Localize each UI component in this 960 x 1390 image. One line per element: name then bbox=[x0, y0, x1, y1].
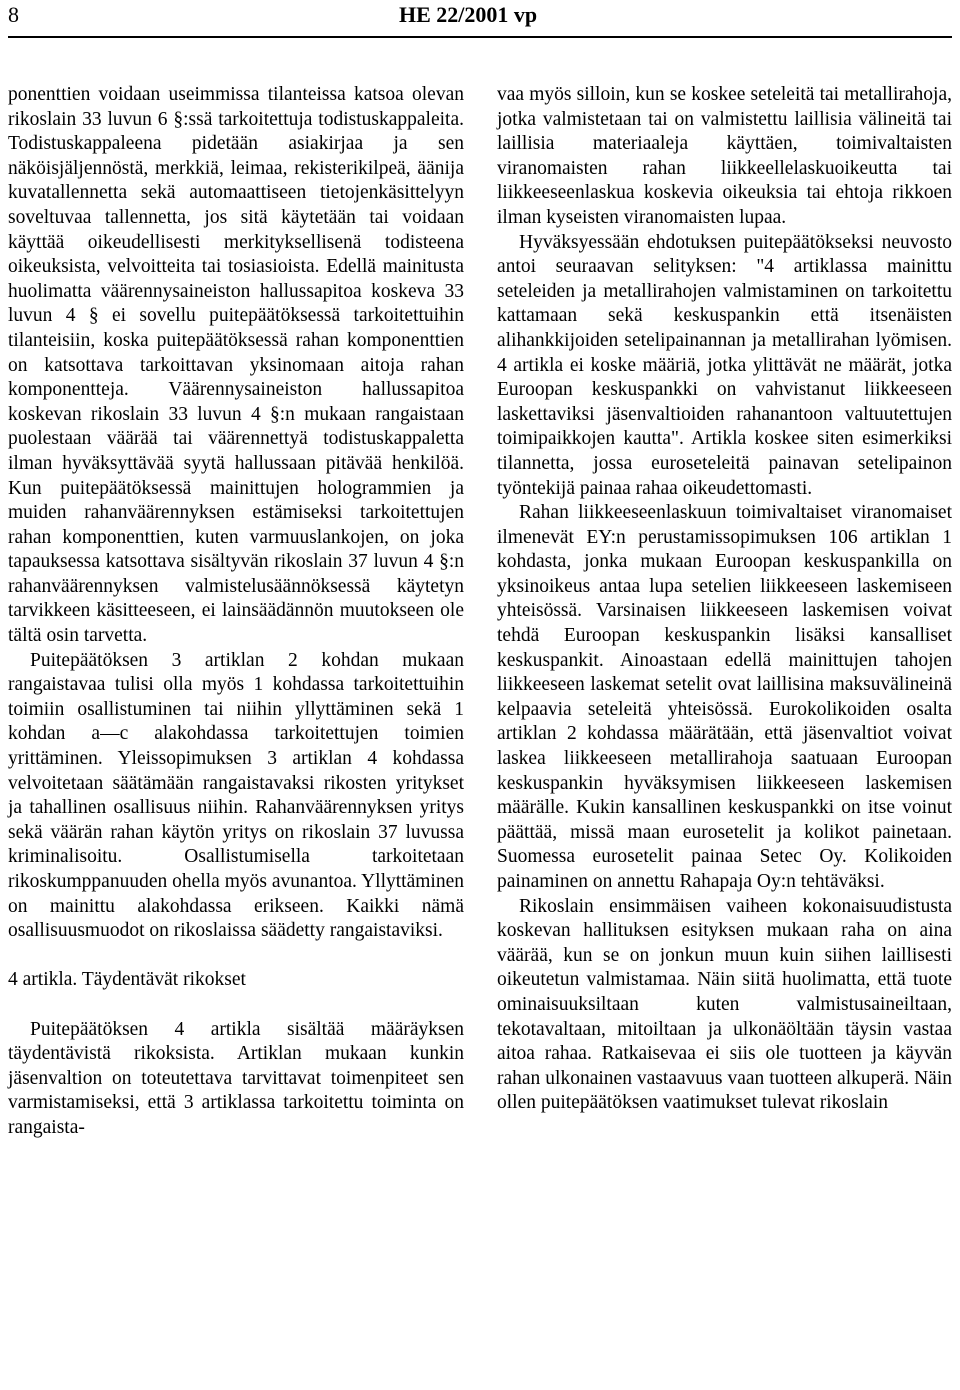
paragraph: Puitepäätöksen 4 artikla sisältää määräyksen täydentävistä rikoksista. Artiklan mukaan kunkin jäsenvaltion on toteutettava tarvittavat toimenpiteet sen varmistamiseksi, että 3 artiklassa tarkoitettu toiminta on rangaista- bbox=[8, 1018, 464, 1138]
right-column bbox=[497, 83, 952, 1116]
paragraph: Rahan liikkeeseenlaskuun toimivaltaiset viranomaiset ilmenevät EY:n perustamissopimuksen 106 artiklan 1 kohdasta, jonka mukaan Euroopan keskuspankilla on yksinoikeus antaa lupa setelien liikkeeseen laskemiseen yhteisössä. Varsinaisen liikkeeseen laskemisen voivat tehdä Euroopan keskuspankin lisäksi kansalliset keskuspankit. Ainoastaan edellä mainittujen tahojen liikkeeseen laskemat setelit ovat laillisina maksuvälineinä kelpaavia seteleitä yhteisössä. Eurokolikoiden osalta artiklan 2 kohdassa määrätään, että jäsenvaltiot voivat laskea liikkeeseen metallirahoja saatuaan Euroopan keskuspankin hyväksymisen liikkeeseen laskemisen määrälle. Kukin kansallinen keskuspankki on itse voinut päättää, missä maan eurosetelit ja kolikot painetaan. Suomessa eurosetelit painaa Setec Oy. Kolikoiden painaminen on annettu Rahapaja Oy:n tehtäväksi. bbox=[497, 502, 952, 892]
paragraph: ponenttien voidaan useimmissa tilanteissa katsoa olevan rikoslain 33 luvun 6 §:ssä tarkoitettuja todistuskappaleita. Todistuskappaleena pidetään asiakirjaa ja sen näköisjäljennöstä, merkkiä, leimaa, rekisterikilpeä, äänija kuvatallennetta sekä automaattiseen tietojenkäsittelyyn soveltuvaa tallennetta, jos sitä käytetään tai voidaan käyttää oikeudellisesti merkityksellisenä todisteena oikeuksista, velvoitteita tai tosiasioista. Edellä mainitusta huolimatta väärennysaineiston hallussapitoa koskeva 33 luvun 4 § ei sovellu puitepäätöksessä tarkoitettuihin tilanteisiin, koska puitepäätöksessä rahan komponenttien on katsottava tarkoittavan yksinomaan aitoja rahan komponentteja. Väärennysaineiston hallussapitoa koskevan rikoslain 33 luvun 4 §:n mukaan rangaistaan puolestaan väärää tai väärennettyä todistuskappaletta ilman hyväksyttävää syytä hallussaan pitävää henkilöä. Kun puitepäätöksessä mainittujen hologrammien ja muiden rahanväärennyksen estämiseksi tarkoitettujen rahan komponenttien, kuten varmuuslankojen, on joka tapauksessa katsottava sisältyvän rikoslain 37 luvun 4 §:n rahanväärennyksen valmistelusäännöksessä käytetyn tarvikkeen käsitteeseen, ei lainsäädännön muutokseen ole tältä osin tarvetta. bbox=[8, 84, 464, 647]
document-id: HE 22/2001 vp bbox=[399, 2, 538, 27]
section-heading: 4 artikla. Täydentävät rikokset bbox=[8, 969, 246, 991]
page-number: 8 bbox=[8, 2, 19, 27]
paragraph: Hyväksyessään ehdotuksen puitepäätökseksi neuvosto antoi seuraavan selityksen: "4 artiklassa mainittu seteleiden ja metallirahojen valmistaminen on tarkoitettu kattamaan sekä keskuspankin että itsenäisten alihankkijoiden setelipainannan ja metallirahan lyömisen. 4 artikla ei koske määriä, jotka ylittävät ne määrät, jotka Euroopan keskuspankki on vahvistanut liikkeeseen laskettaviksi jäsenvaltioiden rahanantoon valtuutettujen toimipaikkojen kautta". Artikla koskee siten esimerkiksi tilannetta, jossa euroseteleitä painavan setelipainon työntekijä painaa rahaa oikeudettomasti. bbox=[497, 231, 952, 499]
header-rule bbox=[8, 36, 952, 38]
left-column bbox=[8, 83, 464, 1141]
paragraph: vaa myös silloin, kun se koskee seteleitä tai metallirahoja, jotka valmistetaan tai on valmistettu laillisia välineitä tai laillisia materiaaleja käyttäen, toimivaltaisten viranomaisten rahan liikkeellelaskuoikeutta tai liikkeeseenlaskua koskevia oikeuksia tai ehtoja rikkoen ilman kyseisten viranomaisten lupaa. bbox=[497, 84, 952, 228]
page-header bbox=[0, 0, 960, 40]
paragraph: Puitepäätöksen 3 artiklan 2 kohdan mukaan rangaistavaa tulisi olla myös 1 kohdassa tarkoitettuihin toimiin osallistuminen tai niihin yllyttäminen sekä 1 kohdan a—c alakohdassa tarkoitettujen toimien yrittäminen. Yleissopimuksen 3 artiklan 4 kohdassa velvoitetaan säätämään rangaistavaksi rikosten yritykset ja tahallinen osallisuus niihin. Rahanväärennyksen yritys sekä väärän rahan käytön yritys on rikoslain 37 luvussa kriminalisoitu. Osallistumisella tarkoitetaan rikoskumppanuuden ohella myös avunantoa. Yllyttäminen on mainittu alakohdassa erikseen. Kaikki nämä osallisuusmuodot on rikoslaissa säädetty rangaistaviksi. bbox=[8, 649, 464, 942]
paragraph: Rikoslain ensimmäisen vaiheen kokonaisuudistusta koskevan hallituksen esityksen mukaan raha on aina väärää, kun se on jonkun muun kuin siihen laillisesti oikeutetun valmistamaa. Näin siitä huolimatta, että tuote ominaisuuksiltaan kuten valmistusaineiltaan, tekotavaltaan, mitoiltaan ja ulkonäöltään täysin vastaa aitoa rahaa. Ratkaisevaa ei siis ole tuotteen ja käyvän rahan ulkonainen vastaavuus vaan tuotteen alkuperä. Näin ollen puitepäätöksen vaatimukset tulevat rikoslain bbox=[497, 895, 952, 1114]
